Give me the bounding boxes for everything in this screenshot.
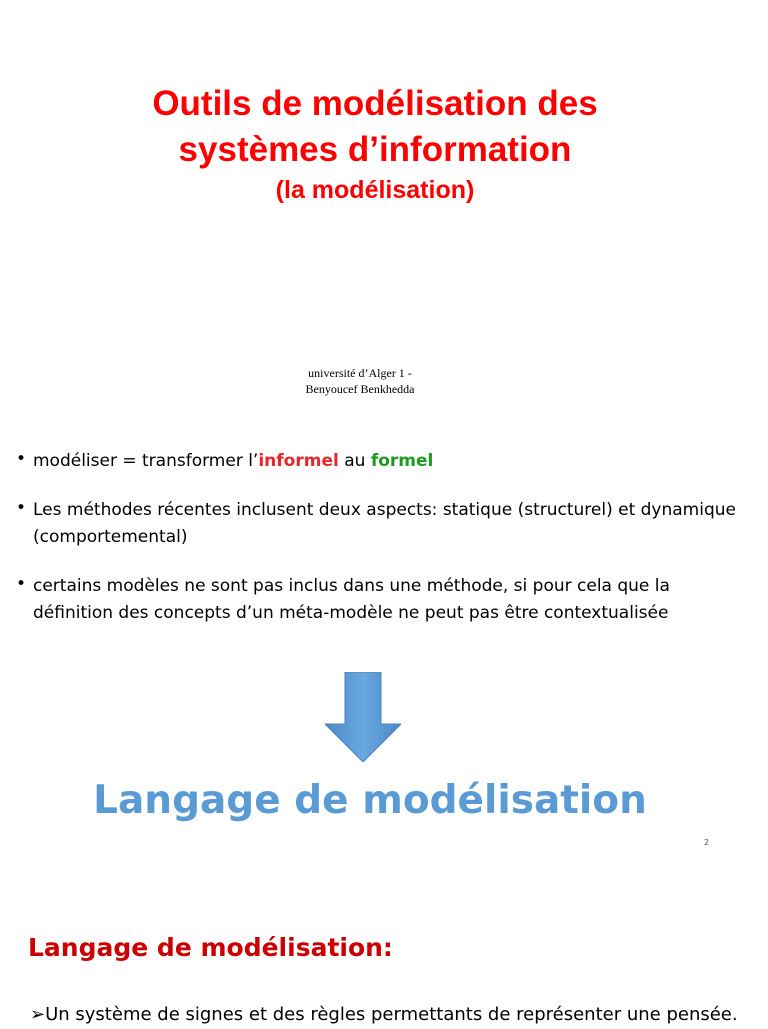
affiliation-line2: Benyoucef Benkhedda	[305, 382, 415, 396]
formel-word: formel	[370, 451, 434, 471]
page-number: 2	[704, 838, 710, 847]
arrow-bullet-text: Un système de signes et des règles permettants de représenter une pensée.	[45, 1004, 738, 1025]
bullet-item: • Les méthodes récentes inclusent deux aspects: statique (structurel) et dynamique (comportemental)	[16, 497, 736, 551]
bullet-list	[16, 448, 736, 649]
slide-title-line1: Outils de modélisation des	[152, 84, 598, 123]
slide-title-line2: systèmes d’information	[178, 130, 572, 169]
down-arrow-icon	[325, 672, 401, 762]
bullet-item: • certains modèles ne sont pas inclus dans une méthode, si pour cela que la définition des concepts d’un méta-modèle ne peut pas être contextualisée	[16, 573, 736, 627]
bullet-text-before: modéliser = transformer l’	[33, 451, 259, 471]
slide-subtitle: (la modélisation)	[275, 176, 475, 204]
arrow-bullet-item	[30, 1001, 768, 1029]
bullet-text-middle: au	[338, 451, 371, 471]
affiliation-line1: université d’Alger 1 -	[308, 366, 412, 380]
bullet-item	[16, 448, 736, 475]
section-heading: Langage de modélisation:	[28, 933, 393, 962]
arrow-bullet-icon: ➢	[30, 1004, 46, 1025]
modeling-language-heading: Langage de modélisation	[93, 778, 647, 823]
affiliation-text	[0, 365, 720, 397]
informel-word: informel	[258, 451, 339, 471]
